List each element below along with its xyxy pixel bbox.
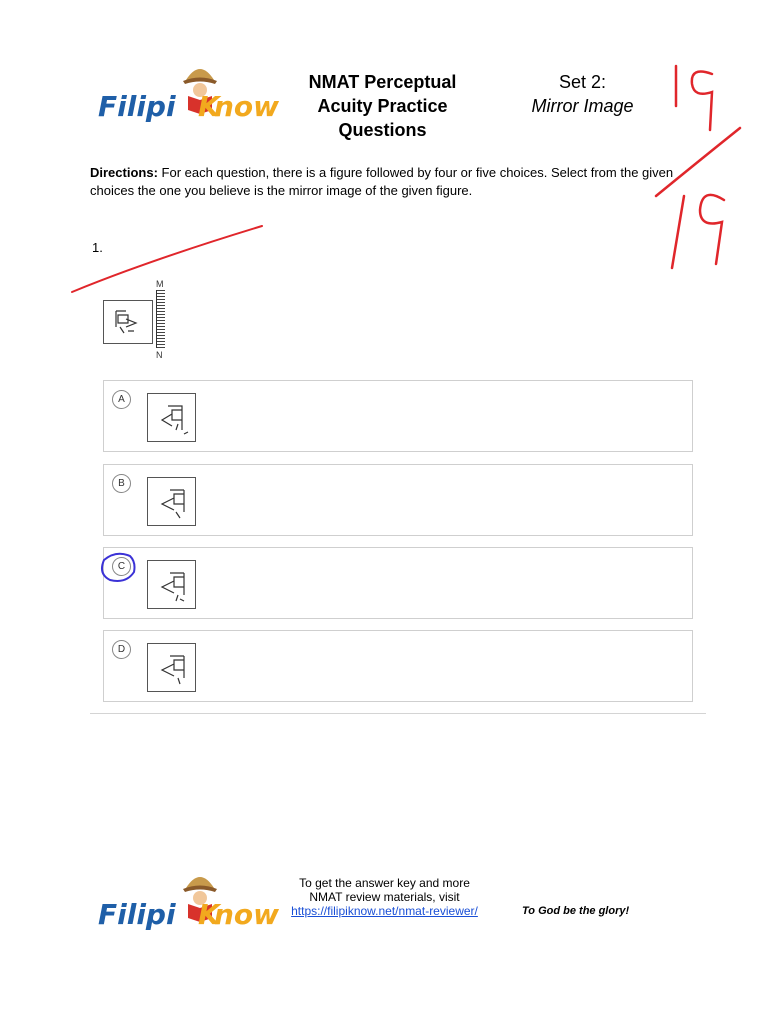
choice-d[interactable] [103,630,693,702]
choice-a[interactable] [103,380,693,452]
question-number: 1. [92,240,103,255]
directions-text: For each question, there is a figure followed by four or five choices. Select from the given choices the one you believe is the mirror image of the given figure. [90,165,674,198]
choice-c[interactable] [103,547,693,619]
title-line-2: Acuity Practice [317,96,448,116]
question-figure [103,300,153,344]
title-line-1: NMAT Perceptual [308,72,457,92]
svg-text:now: now [214,90,280,123]
handwritten-red-curve [72,226,262,292]
title-line-3: Questions [338,120,427,140]
choice-b[interactable] [103,464,693,536]
nmat-reviewer-link[interactable]: https://filipiknow.net/nmat-reviewer/ [291,904,478,918]
svg-text:now: now [214,898,280,931]
footer-note [282,876,487,918]
set-subtitle: Mirror Image [531,96,634,116]
choice-letter: D [112,640,131,659]
choice-figure [147,477,196,526]
mirror-label-n: N [156,350,163,360]
choice-figure [147,643,196,692]
footer-motto: To God be the glory! [522,905,630,917]
directions-label: Directions: [90,165,158,180]
handwritten-score-top [676,66,712,130]
filipiknow-logo [90,50,280,130]
mirror-line [156,290,165,348]
document-title [290,70,475,142]
footer-text: To get the answer key and more NMAT review materials, visit [299,876,470,904]
set-label: Set 2: [558,72,607,92]
choice-letter: C [112,557,131,576]
footer-logo [90,858,280,938]
svg-text:Filipi: Filipi [98,898,176,931]
svg-text:Filipi: Filipi [98,90,176,123]
set-heading [520,70,645,118]
choice-figure [147,393,196,442]
svg-text:K: K [198,90,220,123]
mirror-label-m: M [156,279,164,289]
choice-letter: A [112,390,131,409]
directions [90,164,690,200]
section-divider [90,713,706,714]
choice-letter: B [112,474,131,493]
handwritten-score-bottom [672,195,724,268]
choice-figure [147,560,196,609]
svg-text:K: K [198,898,220,931]
